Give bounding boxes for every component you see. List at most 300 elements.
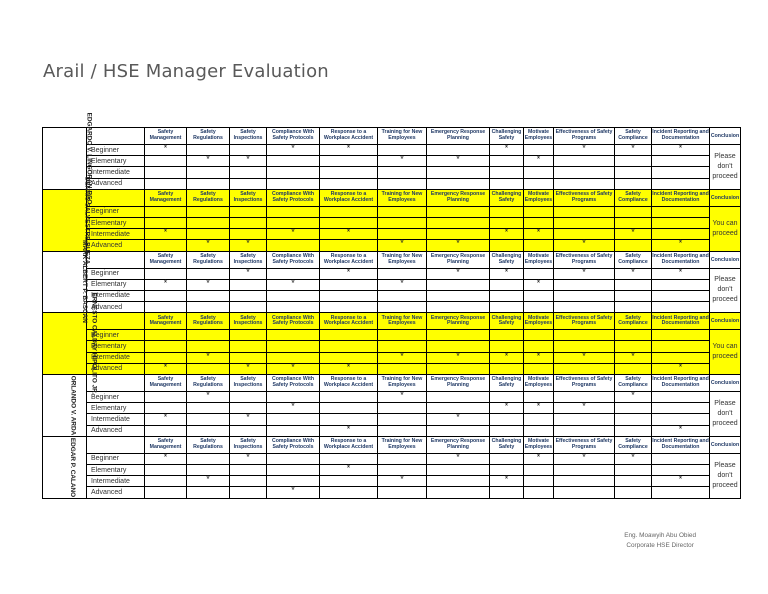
rating-cell	[615, 290, 652, 301]
rating-cell: *	[320, 229, 378, 240]
criterion-header: Safety Inspections	[230, 375, 267, 392]
level-row	[43, 302, 741, 313]
criterion-header: Safety Management	[145, 436, 187, 453]
criterion-header: Safety Management	[145, 375, 187, 392]
level-label: Beginner	[87, 330, 145, 341]
rating-cell: *	[320, 464, 378, 475]
rating-cell: *	[145, 453, 187, 464]
rating-cell	[267, 464, 320, 475]
criterion-header: Challenging Safety	[490, 251, 524, 268]
rating-cell: *	[427, 156, 490, 167]
criterion-header: Response to a Workplace Accident	[320, 436, 378, 453]
criterion-header: Safety Management	[145, 313, 187, 330]
rating-cell: *	[652, 363, 710, 374]
rating-cell	[427, 487, 490, 498]
rating-cell	[524, 290, 554, 301]
level-label: Advanced	[87, 178, 145, 189]
rating-cell	[267, 206, 320, 217]
level-label: Intermediate	[87, 414, 145, 425]
rating-cell: *	[615, 453, 652, 464]
rating-cell	[554, 487, 615, 498]
level-header-blank	[87, 189, 145, 206]
rating-cell: *	[187, 279, 230, 290]
candidate-name: EDGARDO V. LINGORAN-RSO	[85, 112, 93, 205]
rating-cell: *	[378, 352, 427, 363]
rating-cell	[145, 206, 187, 217]
criterion-header: Emergency Response Planning	[427, 313, 490, 330]
level-row	[43, 145, 741, 156]
level-row	[43, 453, 741, 464]
rating-cell: *	[615, 229, 652, 240]
rating-cell	[554, 414, 615, 425]
rating-cell	[320, 156, 378, 167]
rating-cell	[427, 363, 490, 374]
evaluation-table-body	[43, 112, 741, 499]
rating-cell	[490, 290, 524, 301]
level-row	[43, 217, 741, 228]
level-row	[43, 392, 741, 403]
conclusion-header: Conclusion	[710, 251, 741, 268]
rating-cell	[267, 453, 320, 464]
criterion-header: Emergency Response Planning	[427, 128, 490, 145]
criterion-header: Emergency Response Planning	[427, 375, 490, 392]
rating-cell: *	[187, 392, 230, 403]
level-row	[43, 464, 741, 475]
rating-cell: *	[554, 352, 615, 363]
criterion-header: Incident Reporting and Documentation	[652, 375, 710, 392]
rating-cell	[524, 476, 554, 487]
page-title: Arail / HSE Manager Evaluation	[43, 61, 329, 82]
rating-cell: *	[378, 476, 427, 487]
rating-cell	[652, 206, 710, 217]
level-label: Intermediate	[87, 476, 145, 487]
level-row	[43, 290, 741, 301]
rating-cell: *	[615, 352, 652, 363]
rating-cell	[490, 425, 524, 436]
candidate-header-row	[43, 251, 741, 268]
rating-cell	[554, 302, 615, 313]
rating-cell	[320, 240, 378, 251]
rating-cell	[187, 330, 230, 341]
rating-cell	[615, 240, 652, 251]
rating-cell	[230, 392, 267, 403]
rating-cell	[267, 290, 320, 301]
level-row	[43, 330, 741, 341]
criterion-header: Effectiveness of Safety Programs	[554, 189, 615, 206]
candidate-name: MARK ALBERT P. BASCAN	[80, 240, 88, 324]
rating-cell	[378, 363, 427, 374]
criterion-header: Compliance With Safety Protocols	[267, 128, 320, 145]
rating-cell	[652, 392, 710, 403]
candidate-header-row	[43, 128, 741, 145]
level-header-blank	[87, 251, 145, 268]
conclusion-cell: Please don't proceed	[710, 268, 741, 313]
rating-cell	[652, 487, 710, 498]
rating-cell	[187, 453, 230, 464]
level-row	[43, 425, 741, 436]
rating-cell: *	[652, 476, 710, 487]
rating-cell: *	[524, 403, 554, 414]
criterion-header: Safety Inspections	[230, 128, 267, 145]
rating-cell	[427, 392, 490, 403]
rating-cell: *	[378, 279, 427, 290]
criterion-header: Safety Compliance	[615, 128, 652, 145]
rating-cell	[320, 178, 378, 189]
evaluation-table	[42, 112, 741, 499]
rating-cell	[490, 156, 524, 167]
criterion-header: Motivate Employees	[524, 189, 554, 206]
level-row	[43, 229, 741, 240]
rating-cell	[145, 302, 187, 313]
rating-cell	[320, 341, 378, 352]
rating-cell	[652, 178, 710, 189]
level-label: Intermediate	[87, 352, 145, 363]
rating-cell: *	[554, 403, 615, 414]
criterion-header: Training for New Employees	[378, 436, 427, 453]
rating-cell	[145, 156, 187, 167]
rating-cell: *	[230, 363, 267, 374]
rating-cell	[145, 487, 187, 498]
rating-cell	[145, 464, 187, 475]
level-row	[43, 414, 741, 425]
rating-cell: *	[187, 352, 230, 363]
rating-cell	[378, 425, 427, 436]
rating-cell: *	[490, 352, 524, 363]
rating-cell	[615, 167, 652, 178]
rating-cell	[554, 476, 615, 487]
rating-cell	[378, 290, 427, 301]
conclusion-cell: Please don't proceed	[710, 453, 741, 498]
rating-cell: *	[427, 414, 490, 425]
rating-cell: *	[427, 352, 490, 363]
candidate-header-row	[43, 189, 741, 206]
rating-cell	[187, 217, 230, 228]
rating-cell	[652, 217, 710, 228]
rating-cell	[427, 464, 490, 475]
criterion-header: Safety Compliance	[615, 436, 652, 453]
level-row	[43, 487, 741, 498]
rating-cell	[490, 279, 524, 290]
rating-cell: *	[267, 229, 320, 240]
criterion-header: Safety Regulations	[187, 251, 230, 268]
rating-cell	[524, 330, 554, 341]
rating-cell: *	[554, 268, 615, 279]
rating-cell	[427, 330, 490, 341]
level-row	[43, 352, 741, 363]
rating-cell	[267, 330, 320, 341]
rating-cell: *	[145, 414, 187, 425]
rating-cell	[230, 167, 267, 178]
rating-cell: *	[378, 240, 427, 251]
level-label: Elementary	[87, 403, 145, 414]
rating-cell	[145, 341, 187, 352]
rating-cell	[524, 302, 554, 313]
conclusion-header: Conclusion	[710, 375, 741, 392]
criterion-header: Safety Inspections	[230, 189, 267, 206]
rating-cell	[554, 279, 615, 290]
rating-cell	[145, 290, 187, 301]
candidate-name: ERNESTO CALDAY HIPOLITO JR.	[90, 292, 98, 395]
rating-cell	[490, 414, 524, 425]
candidate-name-cell	[43, 436, 87, 498]
level-label: Elementary	[87, 279, 145, 290]
rating-cell	[652, 341, 710, 352]
criterion-header: Incident Reporting and Documentation	[652, 128, 710, 145]
rating-cell	[524, 167, 554, 178]
rating-cell: *	[490, 229, 524, 240]
rating-cell	[652, 279, 710, 290]
rating-cell	[427, 178, 490, 189]
criterion-header: Training for New Employees	[378, 251, 427, 268]
rating-cell	[615, 178, 652, 189]
rating-cell	[320, 330, 378, 341]
criterion-header: Emergency Response Planning	[427, 189, 490, 206]
rating-cell	[615, 476, 652, 487]
criterion-header: Compliance With Safety Protocols	[267, 375, 320, 392]
rating-cell	[615, 206, 652, 217]
rating-cell	[524, 240, 554, 251]
rating-cell: *	[427, 240, 490, 251]
rating-cell	[320, 403, 378, 414]
criterion-header: Safety Inspections	[230, 313, 267, 330]
rating-cell	[230, 279, 267, 290]
rating-cell	[615, 487, 652, 498]
rating-cell	[230, 302, 267, 313]
rating-cell	[524, 206, 554, 217]
rating-cell	[615, 302, 652, 313]
level-row	[43, 240, 741, 251]
conclusion-header: Conclusion	[710, 436, 741, 453]
criterion-header: Compliance With Safety Protocols	[267, 436, 320, 453]
rating-cell	[267, 178, 320, 189]
rating-cell	[554, 330, 615, 341]
rating-cell: *	[652, 425, 710, 436]
rating-cell: *	[615, 268, 652, 279]
criterion-header: Effectiveness of Safety Programs	[554, 436, 615, 453]
rating-cell	[652, 453, 710, 464]
candidate-name-cell	[43, 375, 87, 437]
criterion-header: Emergency Response Planning	[427, 436, 490, 453]
criterion-header: Challenging Safety	[490, 189, 524, 206]
rating-cell	[652, 290, 710, 301]
rating-cell	[615, 279, 652, 290]
conclusion-header: Conclusion	[710, 128, 741, 145]
level-row	[43, 341, 741, 352]
rating-cell: *	[267, 279, 320, 290]
criterion-header: Incident Reporting and Documentation	[652, 189, 710, 206]
criterion-header: Incident Reporting and Documentation	[652, 251, 710, 268]
rating-cell	[378, 178, 427, 189]
rating-cell	[524, 464, 554, 475]
criterion-header: Safety Compliance	[615, 375, 652, 392]
rating-cell	[554, 178, 615, 189]
rating-cell	[145, 425, 187, 436]
criterion-header: Response to a Workplace Accident	[320, 251, 378, 268]
rating-cell	[187, 290, 230, 301]
conclusion-cell: You can proceed	[710, 206, 741, 251]
rating-cell	[230, 330, 267, 341]
criterion-header: Compliance With Safety Protocols	[267, 251, 320, 268]
rating-cell	[145, 178, 187, 189]
rating-cell: *	[554, 145, 615, 156]
rating-cell	[615, 414, 652, 425]
criterion-header: Training for New Employees	[378, 128, 427, 145]
level-label: Beginner	[87, 268, 145, 279]
criterion-header: Challenging Safety	[490, 313, 524, 330]
rating-cell	[427, 476, 490, 487]
criterion-header: Challenging Safety	[490, 375, 524, 392]
level-label: Intermediate	[87, 229, 145, 240]
rating-cell	[490, 240, 524, 251]
rating-cell	[427, 217, 490, 228]
rating-cell: *	[427, 453, 490, 464]
rating-cell: *	[524, 279, 554, 290]
candidate-header-row	[43, 313, 741, 330]
criterion-header: Response to a Workplace Accident	[320, 128, 378, 145]
rating-cell	[490, 330, 524, 341]
criterion-header: Safety Management	[145, 251, 187, 268]
criterion-header: Safety Compliance	[615, 189, 652, 206]
criterion-header: Incident Reporting and Documentation	[652, 313, 710, 330]
rating-cell: *	[524, 352, 554, 363]
rating-cell	[427, 279, 490, 290]
rating-cell: *	[615, 392, 652, 403]
rating-cell	[267, 341, 320, 352]
rating-cell: *	[230, 240, 267, 251]
criterion-header: Safety Management	[145, 189, 187, 206]
rating-cell	[427, 206, 490, 217]
criterion-header: Motivate Employees	[524, 128, 554, 145]
rating-cell	[490, 178, 524, 189]
rating-cell: *	[490, 476, 524, 487]
criterion-header: Effectiveness of Safety Programs	[554, 251, 615, 268]
rating-cell	[378, 330, 427, 341]
rating-cell	[230, 464, 267, 475]
rating-cell	[524, 487, 554, 498]
rating-cell: *	[615, 145, 652, 156]
rating-cell	[145, 392, 187, 403]
rating-cell: *	[145, 363, 187, 374]
rating-cell: *	[320, 145, 378, 156]
rating-cell	[145, 167, 187, 178]
rating-cell	[187, 425, 230, 436]
conclusion-cell: Please don't proceed	[710, 392, 741, 437]
rating-cell: *	[427, 268, 490, 279]
criterion-header: Response to a Workplace Accident	[320, 189, 378, 206]
rating-cell	[490, 487, 524, 498]
criterion-header: Incident Reporting and Documentation	[652, 436, 710, 453]
rating-cell	[187, 403, 230, 414]
rating-cell	[230, 487, 267, 498]
rating-cell: *	[230, 414, 267, 425]
criterion-header: Training for New Employees	[378, 375, 427, 392]
rating-cell: *	[145, 145, 187, 156]
candidate-name-cell	[43, 112, 93, 205]
criterion-header: Effectiveness of Safety Programs	[554, 128, 615, 145]
level-label: Intermediate	[87, 290, 145, 301]
level-label: Beginner	[87, 453, 145, 464]
rating-cell: *	[320, 363, 378, 374]
level-row	[43, 167, 741, 178]
level-label: Elementary	[87, 217, 145, 228]
criterion-header: Compliance With Safety Protocols	[267, 313, 320, 330]
rating-cell	[267, 156, 320, 167]
rating-cell: *	[230, 156, 267, 167]
level-row	[43, 403, 741, 414]
rating-cell: *	[145, 279, 187, 290]
criterion-header: Safety Regulations	[187, 189, 230, 206]
rating-cell	[267, 302, 320, 313]
rating-cell: *	[187, 240, 230, 251]
rating-cell	[230, 341, 267, 352]
rating-cell	[554, 363, 615, 374]
rating-cell: *	[652, 240, 710, 251]
rating-cell: *	[524, 229, 554, 240]
level-label: Beginner	[87, 392, 145, 403]
rating-cell	[187, 363, 230, 374]
rating-cell	[554, 464, 615, 475]
criterion-header: Safety Inspections	[230, 251, 267, 268]
rating-cell	[652, 167, 710, 178]
conclusion-cell: Please don't proceed	[710, 145, 741, 190]
level-label: Elementary	[87, 341, 145, 352]
conclusion-cell: You can proceed	[710, 330, 741, 375]
rating-cell	[187, 414, 230, 425]
candidate-header-row	[43, 436, 741, 453]
conclusion-header: Conclusion	[710, 313, 741, 330]
criterion-header: Safety Regulations	[187, 313, 230, 330]
rating-cell: *	[230, 268, 267, 279]
rating-cell	[652, 403, 710, 414]
rating-cell	[524, 178, 554, 189]
rating-cell	[490, 363, 524, 374]
candidate-name: DENNIS SALVESTRE BUEZA	[83, 176, 91, 264]
criterion-header: Effectiveness of Safety Programs	[554, 375, 615, 392]
rating-cell	[378, 403, 427, 414]
rating-cell	[615, 330, 652, 341]
level-label: Elementary	[87, 464, 145, 475]
rating-cell	[230, 178, 267, 189]
rating-cell	[378, 302, 427, 313]
rating-cell	[378, 487, 427, 498]
rating-cell	[187, 167, 230, 178]
level-row	[43, 279, 741, 290]
rating-cell	[230, 476, 267, 487]
criterion-header: Safety Compliance	[615, 251, 652, 268]
rating-cell	[267, 425, 320, 436]
rating-cell	[320, 206, 378, 217]
signature-block	[624, 531, 696, 551]
criterion-header: Safety Regulations	[187, 128, 230, 145]
criterion-header: Emergency Response Planning	[427, 251, 490, 268]
rating-cell: *	[490, 403, 524, 414]
rating-cell	[230, 425, 267, 436]
candidate-name: EDGAR P. CALANO	[69, 437, 77, 497]
rating-cell	[230, 217, 267, 228]
conclusion-header: Conclusion	[710, 189, 741, 206]
criterion-header: Compliance With Safety Protocols	[267, 189, 320, 206]
level-row	[43, 206, 741, 217]
criterion-header: Challenging Safety	[490, 436, 524, 453]
criterion-header: Safety Regulations	[187, 375, 230, 392]
rating-cell	[490, 453, 524, 464]
rating-cell	[490, 167, 524, 178]
rating-cell	[187, 178, 230, 189]
criterion-header: Training for New Employees	[378, 189, 427, 206]
rating-cell	[427, 302, 490, 313]
criterion-header: Safety Regulations	[187, 436, 230, 453]
rating-cell: *	[230, 453, 267, 464]
